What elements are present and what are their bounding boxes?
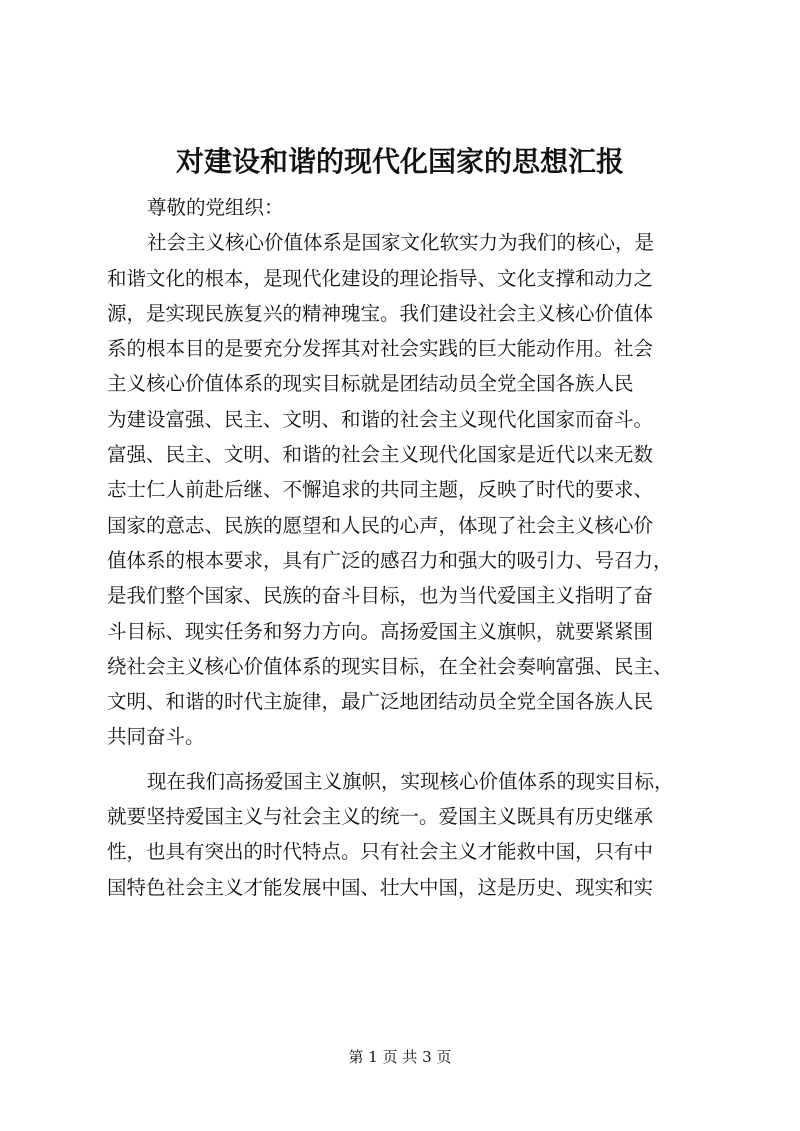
paragraph-1 (107, 225, 707, 754)
document-title: 对建设和谐的现代化国家的思想汇报 (175, 145, 624, 178)
document-body (107, 190, 707, 905)
paragraph-spacer (107, 755, 707, 764)
paragraph-line: 文明、和谐的时代主旋律，最广泛地团结动员全党全国各族人民 (107, 690, 654, 714)
paragraph-line: 值体系的根本要求，具有广泛的感召力和强大的吸引力、号召力， (107, 548, 673, 572)
salutation: 尊敬的党组织： (147, 196, 284, 219)
paragraph-line: 国特色社会主义才能发展中国、壮大中国，这是历史、现实和实 (107, 875, 654, 899)
paragraph-2 (107, 764, 707, 905)
paragraph-line: 现在我们高扬爱国主义旗帜，实现核心价值体系的现实目标， (147, 769, 674, 793)
paragraph-line: 志士仁人前赴后继、不懈追求的共同主题，反映了时代的要求、 (107, 478, 654, 502)
paragraph-line: 就要坚持爱国主义与社会主义的统一。爱国主义既具有历史继承 (107, 805, 654, 829)
paragraph-line: 系的根本目的是要充分发挥其对社会实践的巨大能动作用。社会 (107, 337, 654, 361)
paragraph-line: 性，也具有突出的时代特点。只有社会主义才能救中国，只有中 (107, 840, 654, 864)
paragraph-line: 国家的意志、民族的愿望和人民的心声，体现了社会主义核心价 (107, 513, 654, 537)
paragraph-line: 共同奋斗。 (107, 725, 205, 749)
paragraph-line: 和谐文化的根本，是现代化建设的理论指导、文化支撑和动力之 (107, 266, 654, 290)
paragraph-line: 源，是实现民族复兴的精神瑰宝。我们建设社会主义核心价值体 (107, 301, 654, 325)
paragraph-line: 主义核心价值体系的现实目标就是团结动员全党全国各族人民 (107, 372, 634, 396)
paragraph-line: 斗目标、现实任务和努力方向。高扬爱国主义旗帜，就要紧紧围 (107, 619, 654, 643)
paragraph-line: 为建设富强、民主、文明、和谐的社会主义现代化国家而奋斗。 (107, 407, 654, 431)
paragraph-line: 富强、民主、文明、和谐的社会主义现代化国家是近代以来无数 (107, 443, 654, 467)
paragraph-line: 社会主义核心价值体系是国家文化软实力为我们的核心，是 (147, 231, 655, 255)
page-number-footer: 第 1 页 共 3 页 (348, 1048, 452, 1066)
paragraph-line: 是我们整个国家、民族的奋斗目标，也为当代爱国主义指明了奋 (107, 584, 654, 608)
paragraph-line: 绕社会主义核心价值体系的现实目标，在全社会奏响富强、民主、 (107, 654, 673, 678)
